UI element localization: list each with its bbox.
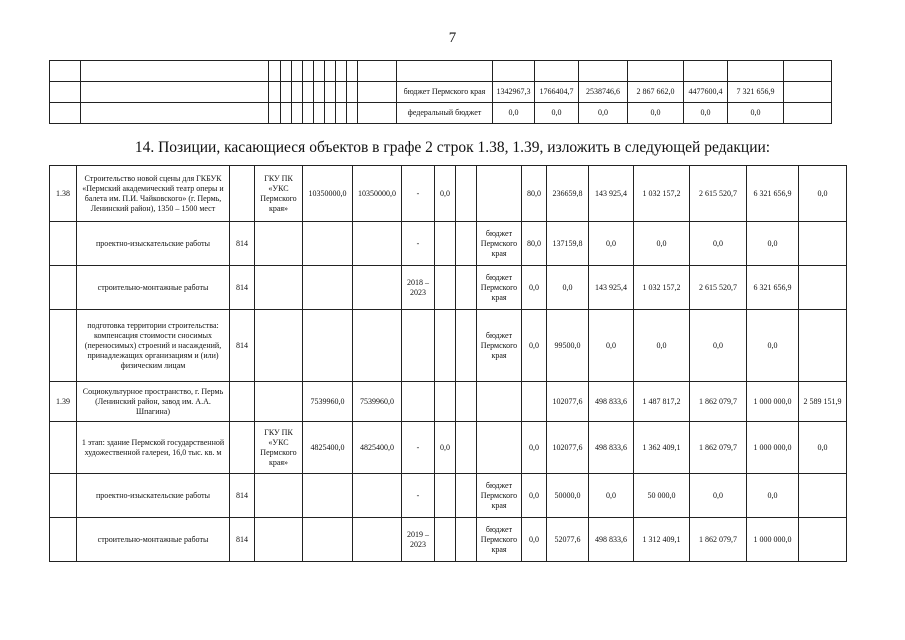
value-cell (628, 61, 684, 82)
value-cell: 52077,6 (547, 518, 589, 562)
empty-cell (292, 61, 303, 82)
blank-cell (456, 166, 477, 222)
item-name: Строительство новой сцены для ГКБУК «Пермский академический театр оперы и балета им. П.И. Чайковского» (г. Пермь, Ленинский район), 1350 – 1500 мест (77, 166, 230, 222)
code-cell: 814 (230, 222, 255, 266)
value-cell: 0,0 (579, 103, 628, 124)
top-table-row (50, 82, 832, 103)
funding-source-cell: бюджет Пермского края (477, 310, 522, 382)
value-cell: 0,0 (728, 103, 784, 124)
empty-cell (325, 61, 336, 82)
funding-source-cell: бюджет Пермского края (477, 474, 522, 518)
empty-cell (50, 61, 81, 82)
period-cell: 2018 – 2023 (402, 266, 435, 310)
value-cell (435, 310, 456, 382)
value-cell: 102077,6 (547, 382, 589, 422)
value-cell: 143 925,4 (589, 166, 634, 222)
cost-cell (303, 518, 353, 562)
empty-cell (303, 61, 314, 82)
customer-cell (255, 518, 303, 562)
value-cell (579, 61, 628, 82)
empty-cell (347, 61, 358, 82)
value-cell: 498 833,6 (589, 518, 634, 562)
blank-cell (456, 266, 477, 310)
value-cell: 0,0 (435, 422, 456, 474)
value-cell: 236659,8 (547, 166, 589, 222)
empty-cell (303, 103, 314, 124)
main-table-row (50, 310, 847, 382)
value-cell: 1 312 409,1 (634, 518, 690, 562)
value-cell: 4477600,4 (684, 82, 728, 103)
value-cell: 6 321 656,9 (747, 166, 799, 222)
customer-cell (255, 222, 303, 266)
value-cell: 143 925,4 (589, 266, 634, 310)
main-table-row (50, 166, 847, 222)
value-cell (535, 61, 579, 82)
value-cell: 1 032 157,2 (634, 166, 690, 222)
value-cell: 50 000,0 (634, 474, 690, 518)
value-cell (799, 310, 847, 382)
value-cell (435, 382, 456, 422)
blank-cell (456, 310, 477, 382)
code-cell: 814 (230, 474, 255, 518)
value-cell: 1 000 000,0 (747, 382, 799, 422)
customer-cell: ГКУ ПК «УКС Пермского края» (255, 422, 303, 474)
cost-cell (353, 222, 402, 266)
item-name: 1 этап: здание Пермской государственной художественной галереи, 16,0 тыс. кв. м (77, 422, 230, 474)
value-cell (728, 61, 784, 82)
value-cell: 1 862 079,7 (690, 518, 747, 562)
empty-cell (292, 82, 303, 103)
value-cell: 2538746,6 (579, 82, 628, 103)
empty-cell (50, 103, 81, 124)
value-cell: 0,0 (634, 222, 690, 266)
empty-cell (314, 61, 325, 82)
value-cell: 0,0 (522, 518, 547, 562)
empty-cell (269, 82, 281, 103)
value-cell (435, 266, 456, 310)
empty-cell (784, 61, 832, 82)
value-cell: 0,0 (522, 310, 547, 382)
item-name: строительно-монтажные работы (77, 518, 230, 562)
funding-source-cell (397, 61, 493, 82)
code-cell: 814 (230, 310, 255, 382)
code-cell: 814 (230, 518, 255, 562)
funding-source-cell: бюджет Пермского края (477, 266, 522, 310)
cost-cell (353, 310, 402, 382)
cost-cell (353, 266, 402, 310)
row-number (50, 222, 77, 266)
empty-cell (314, 82, 325, 103)
value-cell (435, 222, 456, 266)
top-table-row (50, 103, 832, 124)
cost-cell: 10350000,0 (303, 166, 353, 222)
value-cell: 1766404,7 (535, 82, 579, 103)
value-cell: 2 589 151,9 (799, 382, 847, 422)
empty-cell (358, 61, 397, 82)
value-cell (799, 518, 847, 562)
cost-cell (303, 222, 353, 266)
item-name: подготовка территории строительства: компенсация стоимости сносимых (переносимых) строений и насаждений, принадлежащих организациям и (или) физическим лицам (77, 310, 230, 382)
item-name: проектно-изыскательские работы (77, 474, 230, 518)
value-cell: 0,0 (684, 103, 728, 124)
value-cell: 1 032 157,2 (634, 266, 690, 310)
value-cell: 99500,0 (547, 310, 589, 382)
value-cell: 7 321 656,9 (728, 82, 784, 103)
funding-source-cell (477, 382, 522, 422)
empty-cell (325, 103, 336, 124)
customer-cell (255, 310, 303, 382)
value-cell: 50000,0 (547, 474, 589, 518)
value-cell: 0,0 (747, 222, 799, 266)
value-cell: 2 867 662,0 (628, 82, 684, 103)
empty-cell (269, 103, 281, 124)
empty-cell (325, 82, 336, 103)
empty-cell (81, 82, 269, 103)
funding-source-cell: бюджет Пермского края (397, 82, 493, 103)
value-cell: 1 487 817,2 (634, 382, 690, 422)
row-number (50, 474, 77, 518)
row-number (50, 266, 77, 310)
empty-cell (358, 103, 397, 124)
value-cell: 0,0 (589, 474, 634, 518)
empty-cell (347, 82, 358, 103)
value-cell: 0,0 (547, 266, 589, 310)
blank-cell (456, 382, 477, 422)
value-cell: 137159,8 (547, 222, 589, 266)
value-cell: 0,0 (799, 422, 847, 474)
value-cell: 0,0 (690, 474, 747, 518)
section-heading: 14. Позиции, касающиеся объектов в графе 2 строк 1.38, 1.39, изложить в следующей редакции: (134, 139, 771, 156)
value-cell (799, 222, 847, 266)
blank-cell (456, 474, 477, 518)
value-cell: 1 362 409,1 (634, 422, 690, 474)
cost-cell: 10350000,0 (353, 166, 402, 222)
empty-cell (281, 61, 292, 82)
value-cell: 2 615 520,7 (690, 166, 747, 222)
cost-cell (303, 474, 353, 518)
main-table-row (50, 222, 847, 266)
value-cell: 0,0 (634, 310, 690, 382)
row-number (50, 422, 77, 474)
value-cell: 80,0 (522, 222, 547, 266)
value-cell (522, 382, 547, 422)
value-cell: 1342967,3 (493, 82, 535, 103)
cost-cell (353, 518, 402, 562)
value-cell: 1 000 000,0 (747, 518, 799, 562)
value-cell: 1 862 079,7 (690, 422, 747, 474)
value-cell (435, 518, 456, 562)
cost-cell: 4825400,0 (303, 422, 353, 474)
period-cell: 2019 – 2023 (402, 518, 435, 562)
value-cell: 0,0 (589, 222, 634, 266)
code-cell (230, 166, 255, 222)
top-table (49, 60, 832, 124)
row-number: 1.38 (50, 166, 77, 222)
period-cell (402, 310, 435, 382)
period-cell: - (402, 422, 435, 474)
value-cell: 0,0 (690, 222, 747, 266)
code-cell (230, 382, 255, 422)
cost-cell: 7539960,0 (303, 382, 353, 422)
empty-cell (81, 61, 269, 82)
item-name: строительно-монтажные работы (77, 266, 230, 310)
value-cell: 0,0 (589, 310, 634, 382)
funding-source-cell (477, 422, 522, 474)
empty-cell (336, 61, 347, 82)
value-cell: 2 615 520,7 (690, 266, 747, 310)
value-cell: 0,0 (522, 422, 547, 474)
empty-cell (784, 103, 832, 124)
empty-cell (347, 103, 358, 124)
empty-cell (303, 82, 314, 103)
value-cell (435, 474, 456, 518)
value-cell: 1 862 079,7 (690, 382, 747, 422)
top-table-row (50, 61, 832, 82)
row-number (50, 518, 77, 562)
empty-cell (784, 82, 832, 103)
funding-source-cell: бюджет Пермского края (477, 222, 522, 266)
value-cell (493, 61, 535, 82)
period-cell: - (402, 474, 435, 518)
cost-cell (353, 474, 402, 518)
row-number (50, 310, 77, 382)
value-cell (684, 61, 728, 82)
value-cell: 498 833,6 (589, 422, 634, 474)
funding-source-cell (477, 166, 522, 222)
value-cell: 0,0 (435, 166, 456, 222)
value-cell (799, 474, 847, 518)
empty-cell (336, 82, 347, 103)
code-cell (230, 422, 255, 474)
blank-cell (456, 518, 477, 562)
value-cell: 0,0 (535, 103, 579, 124)
blank-cell (456, 422, 477, 474)
page-number: 7 (448, 30, 457, 46)
cost-cell (303, 266, 353, 310)
value-cell: 102077,6 (547, 422, 589, 474)
code-cell: 814 (230, 266, 255, 310)
value-cell: 0,0 (747, 310, 799, 382)
funding-source-cell: бюджет Пермского края (477, 518, 522, 562)
value-cell: 6 321 656,9 (747, 266, 799, 310)
period-cell (402, 382, 435, 422)
empty-cell (81, 103, 269, 124)
main-table-row (50, 422, 847, 474)
empty-cell (50, 82, 81, 103)
empty-cell (292, 103, 303, 124)
value-cell: 0,0 (522, 474, 547, 518)
empty-cell (336, 103, 347, 124)
value-cell: 0,0 (690, 310, 747, 382)
main-table-row (50, 518, 847, 562)
cost-cell: 7539960,0 (353, 382, 402, 422)
main-table-row (50, 474, 847, 518)
row-number: 1.39 (50, 382, 77, 422)
cost-cell (303, 310, 353, 382)
item-name: проектно-изыскательские работы (77, 222, 230, 266)
blank-cell (456, 222, 477, 266)
empty-cell (314, 103, 325, 124)
value-cell: 0,0 (628, 103, 684, 124)
cost-cell: 4825400,0 (353, 422, 402, 474)
main-table-row (50, 266, 847, 310)
value-cell: 0,0 (799, 166, 847, 222)
value-cell: 0,0 (522, 266, 547, 310)
customer-cell (255, 474, 303, 518)
value-cell: 0,0 (747, 474, 799, 518)
empty-cell (281, 103, 292, 124)
customer-cell (255, 382, 303, 422)
value-cell: 498 833,6 (589, 382, 634, 422)
main-table-row (50, 382, 847, 422)
main-table (49, 165, 847, 562)
customer-cell: ГКУ ПК «УКС Пермского края» (255, 166, 303, 222)
value-cell (799, 266, 847, 310)
empty-cell (358, 82, 397, 103)
value-cell: 0,0 (493, 103, 535, 124)
value-cell: 1 000 000,0 (747, 422, 799, 474)
item-name: Социокультурное пространство, г. Пермь (Ленинский район, завод им. А.А. Шпагина) (77, 382, 230, 422)
funding-source-cell: федеральный бюджет (397, 103, 493, 124)
customer-cell (255, 266, 303, 310)
value-cell: 80,0 (522, 166, 547, 222)
empty-cell (269, 61, 281, 82)
period-cell: - (402, 166, 435, 222)
empty-cell (281, 82, 292, 103)
period-cell: - (402, 222, 435, 266)
